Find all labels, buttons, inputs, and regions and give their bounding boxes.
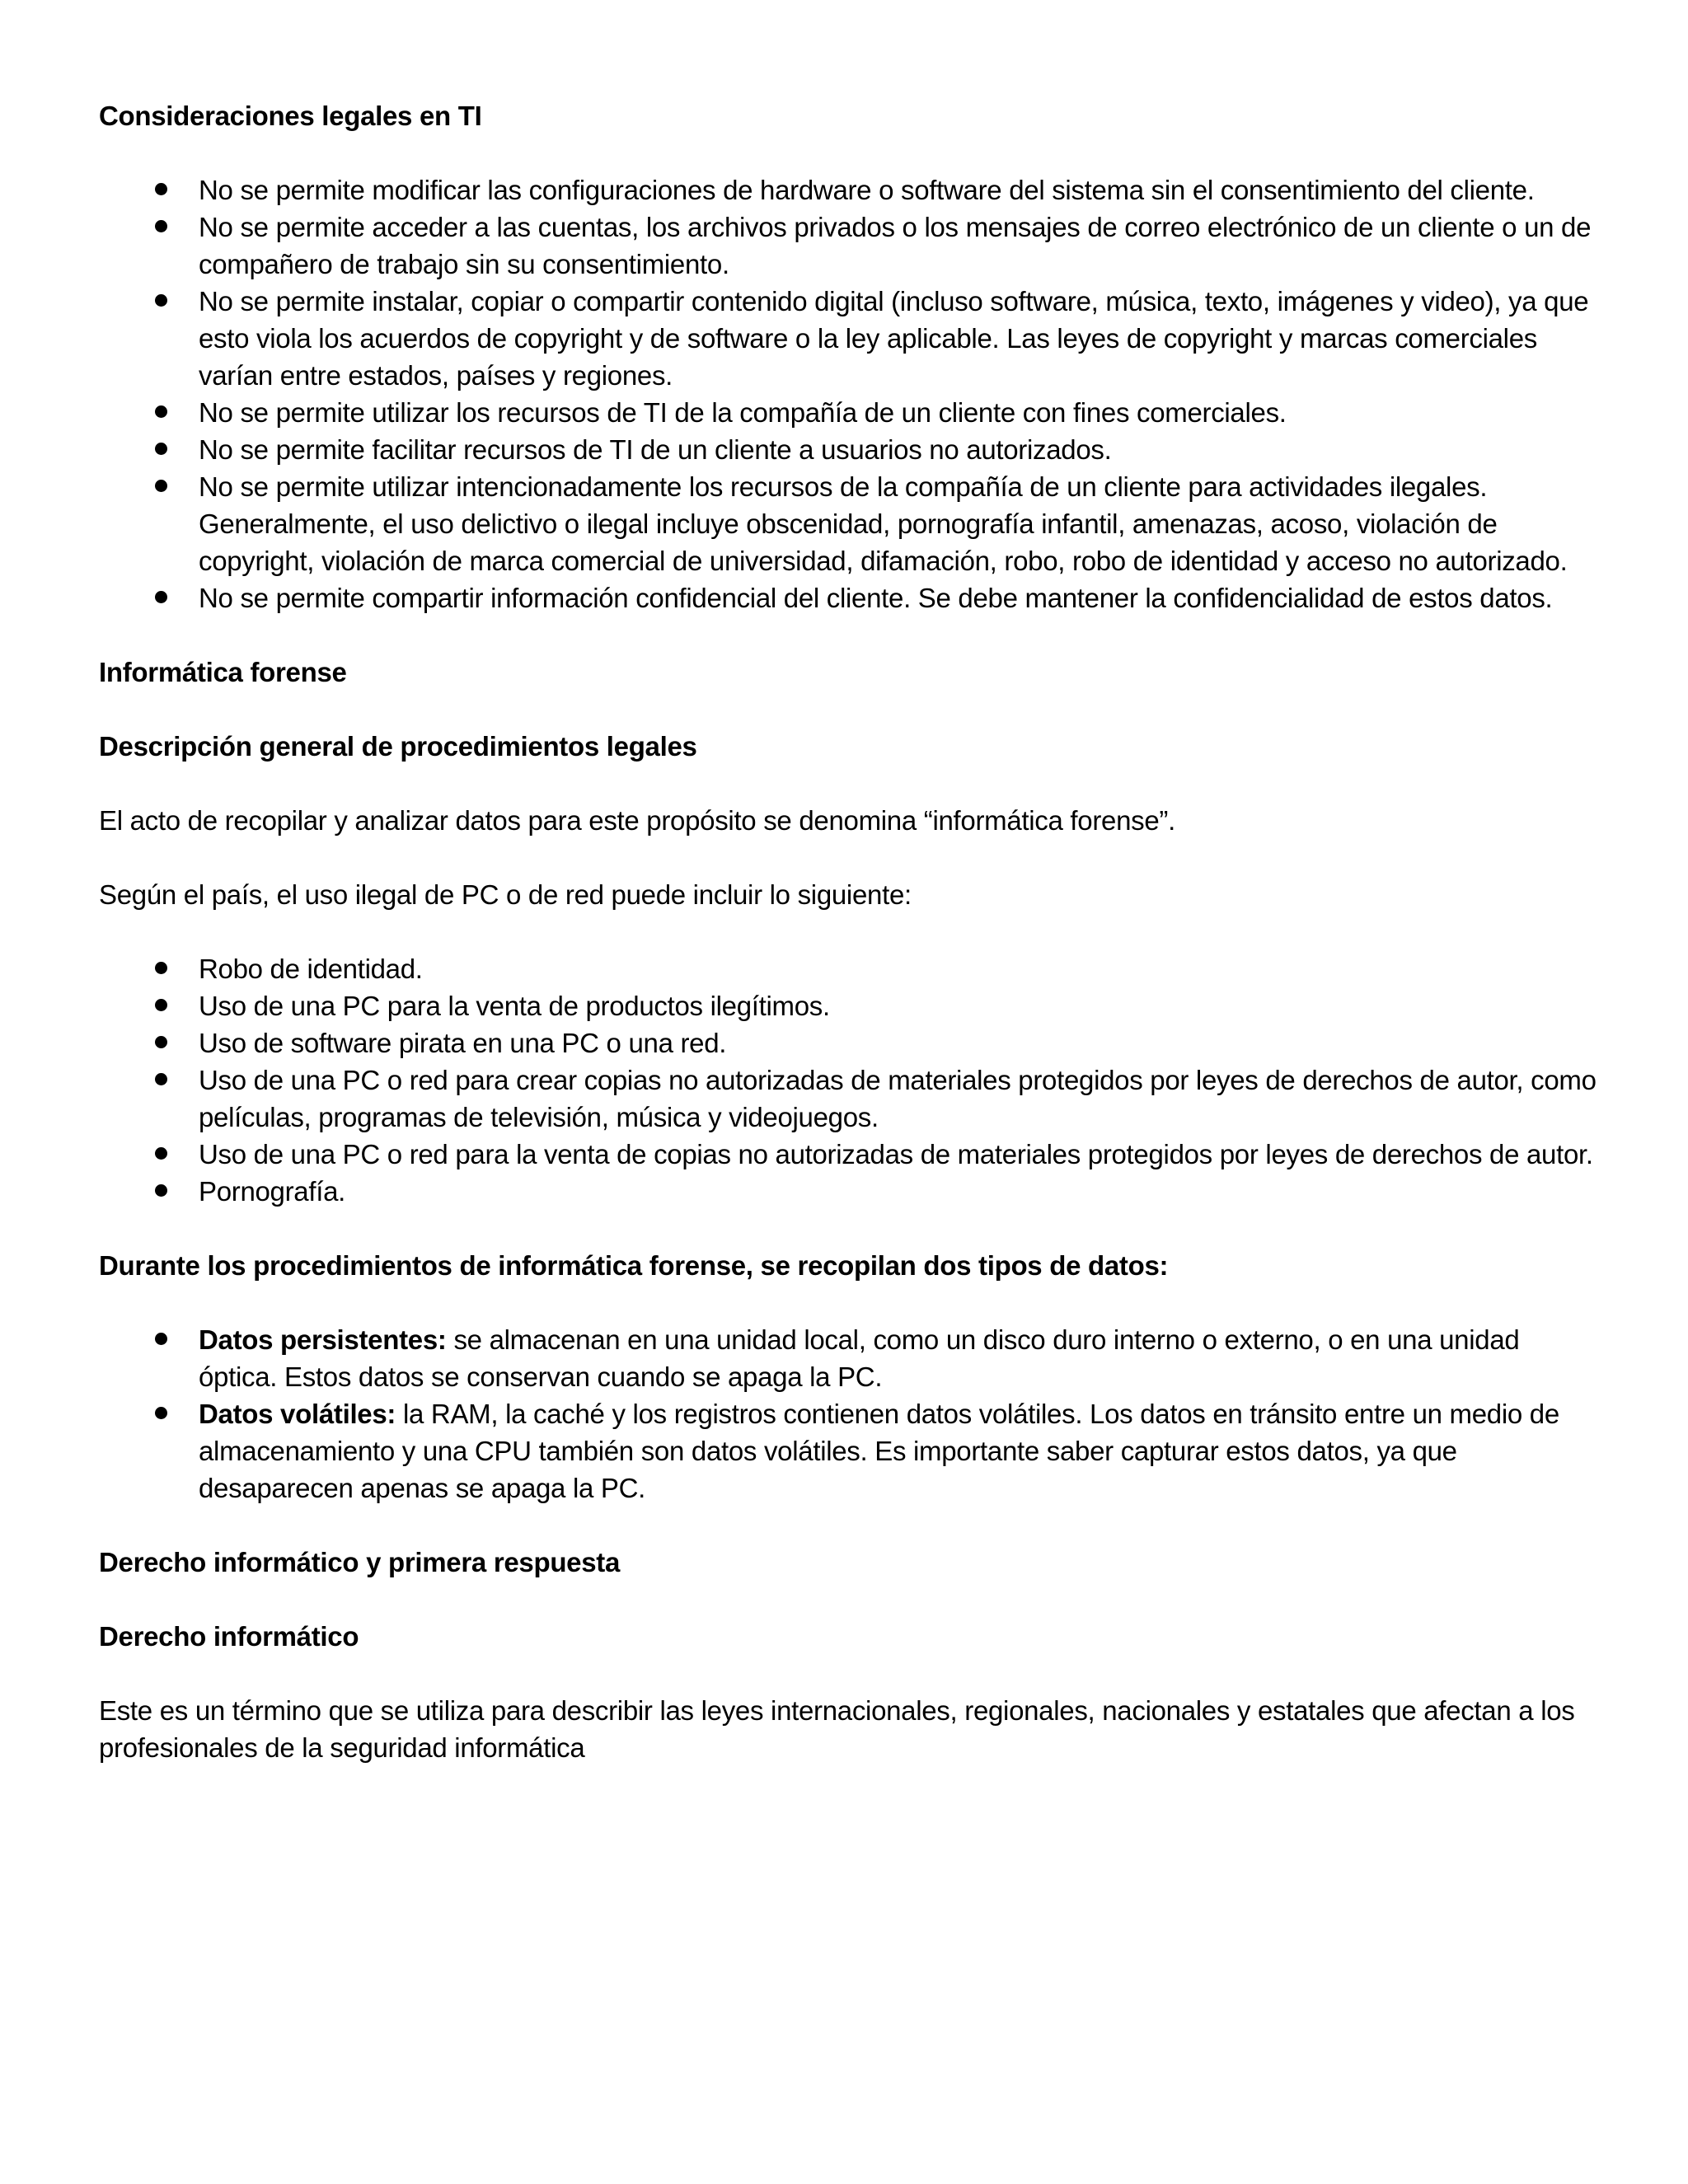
document-page <box>99 97 1599 1803</box>
term-description: se almacenan en una unidad local, como un disco duro interno o externo, o en una unidad óptica. Estos datos se conservan cuando se apaga la PC. <box>199 1324 1520 1392</box>
list-item <box>99 209 1599 283</box>
heading-cyber-law-first-response: Derecho informático y primera respuesta <box>99 1547 621 1577</box>
bullet-icon <box>155 480 167 492</box>
bullet-icon <box>155 294 167 307</box>
term-volatile-data: Datos volátiles: <box>199 1399 396 1429</box>
list-item <box>99 987 1599 1024</box>
list-item-text: No se permite utilizar intencionadamente los recursos de la compañía de un cliente para actividades ilegales. Generalmente, el uso delictivo o ilegal incluye obscenidad, pornografía infantil, amenazas, acoso, violación de copyright, violación de marca comercial de universidad, difamación, robo, robo de identidad y acceso no autorizado. <box>199 471 1568 576</box>
bullet-icon <box>155 443 167 455</box>
bullet-icon <box>155 1036 167 1048</box>
list-item <box>99 579 1599 616</box>
list-item-text: No se permite acceder a las cuentas, los archivos privados o los mensajes de correo electrónico de un cliente o un de compañero de trabajo sin su consentimiento. <box>199 212 1592 279</box>
list-item <box>99 1395 1599 1507</box>
heading-legal-considerations: Consideraciones legales en TI <box>99 101 482 131</box>
bullet-icon <box>155 1407 167 1419</box>
list-item <box>99 1024 1599 1062</box>
list-item-text: Robo de identidad. <box>199 954 423 984</box>
list-item <box>99 1173 1599 1210</box>
paragraph-cyber-law-definition: Este es un término que se utiliza para describir las leyes internacionales, regionales, nacionales y estatales que afectan a los profesionales de la seguridad informática <box>99 1695 1575 1763</box>
list-item <box>99 1136 1599 1173</box>
term-persistent-data: Datos persistentes: <box>199 1324 447 1355</box>
list-item-text: Uso de software pirata en una PC o una red. <box>199 1028 727 1058</box>
heading-data-types: Durante los procedimientos de informática forense, se recopilan dos tipos de datos: <box>99 1250 1169 1281</box>
list-item <box>99 283 1599 394</box>
list-item-text: Uso de una PC para la venta de productos ilegítimos. <box>199 991 830 1021</box>
bullet-icon <box>155 1184 167 1197</box>
list-item-text: No se permite utilizar los recursos de TI de la compañía de un cliente con fines comerciales. <box>199 397 1287 428</box>
bullet-icon <box>155 1147 167 1160</box>
heading-cyber-law: Derecho informático <box>99 1621 359 1652</box>
list-item <box>99 1321 1599 1395</box>
list-item-text: No se permite modificar las configuraciones de hardware o software del sistema sin el consentimiento del cliente. <box>199 175 1535 205</box>
bullet-icon <box>155 999 167 1011</box>
list-item-text: No se permite instalar, copiar o compartir contenido digital (incluso software, música, texto, imágenes y video), ya que esto viola los acuerdos de copyright y de software o la ley aplicable. Las leyes de copyright y marcas comerciales varían entre estados, países y regiones. <box>199 286 1589 391</box>
list-item <box>99 171 1599 209</box>
bullet-icon <box>155 183 167 195</box>
list-item-text: Pornografía. <box>199 1176 346 1207</box>
list-item-text: No se permite compartir información confidencial del cliente. Se debe mantener la confidencialidad de estos datos. <box>199 583 1553 613</box>
illegal-use-list <box>99 950 1599 1210</box>
bullet-icon <box>155 1073 167 1085</box>
data-types-list <box>99 1321 1599 1507</box>
term-description: la RAM, la caché y los registros contienen datos volátiles. Los datos en tránsito entre un medio de almacenamiento y una CPU también son datos volátiles. Es importante saber capturar estos datos, ya que desaparecen apenas se apaga la PC. <box>199 1399 1559 1503</box>
list-item-text: Uso de una PC o red para la venta de copias no autorizadas de materiales protegidos por leyes de derechos de autor. <box>199 1139 1593 1169</box>
list-item <box>99 1062 1599 1136</box>
list-item <box>99 431 1599 468</box>
paragraph-forensics-definition: El acto de recopilar y analizar datos para este propósito se denomina “informática forense”. <box>99 805 1175 836</box>
bullet-icon <box>155 1333 167 1345</box>
bullet-icon <box>155 220 167 232</box>
heading-computer-forensics: Informática forense <box>99 657 347 687</box>
heading-legal-procedures-overview: Descripción general de procedimientos legales <box>99 731 697 762</box>
bullet-icon <box>155 591 167 603</box>
list-item <box>99 468 1599 579</box>
bullet-icon <box>155 405 167 418</box>
list-item <box>99 950 1599 987</box>
list-item <box>99 394 1599 431</box>
list-item-text: Uso de una PC o red para crear copias no autorizadas de materiales protegidos por leyes de derechos de autor, como películas, programas de televisión, música y videojuegos. <box>199 1065 1597 1132</box>
legal-considerations-list <box>99 171 1599 616</box>
paragraph-illegal-use-intro: Según el país, el uso ilegal de PC o de red puede incluir lo siguiente: <box>99 879 912 910</box>
bullet-icon <box>155 962 167 974</box>
list-item-text: No se permite facilitar recursos de TI de un cliente a usuarios no autorizados. <box>199 434 1112 465</box>
